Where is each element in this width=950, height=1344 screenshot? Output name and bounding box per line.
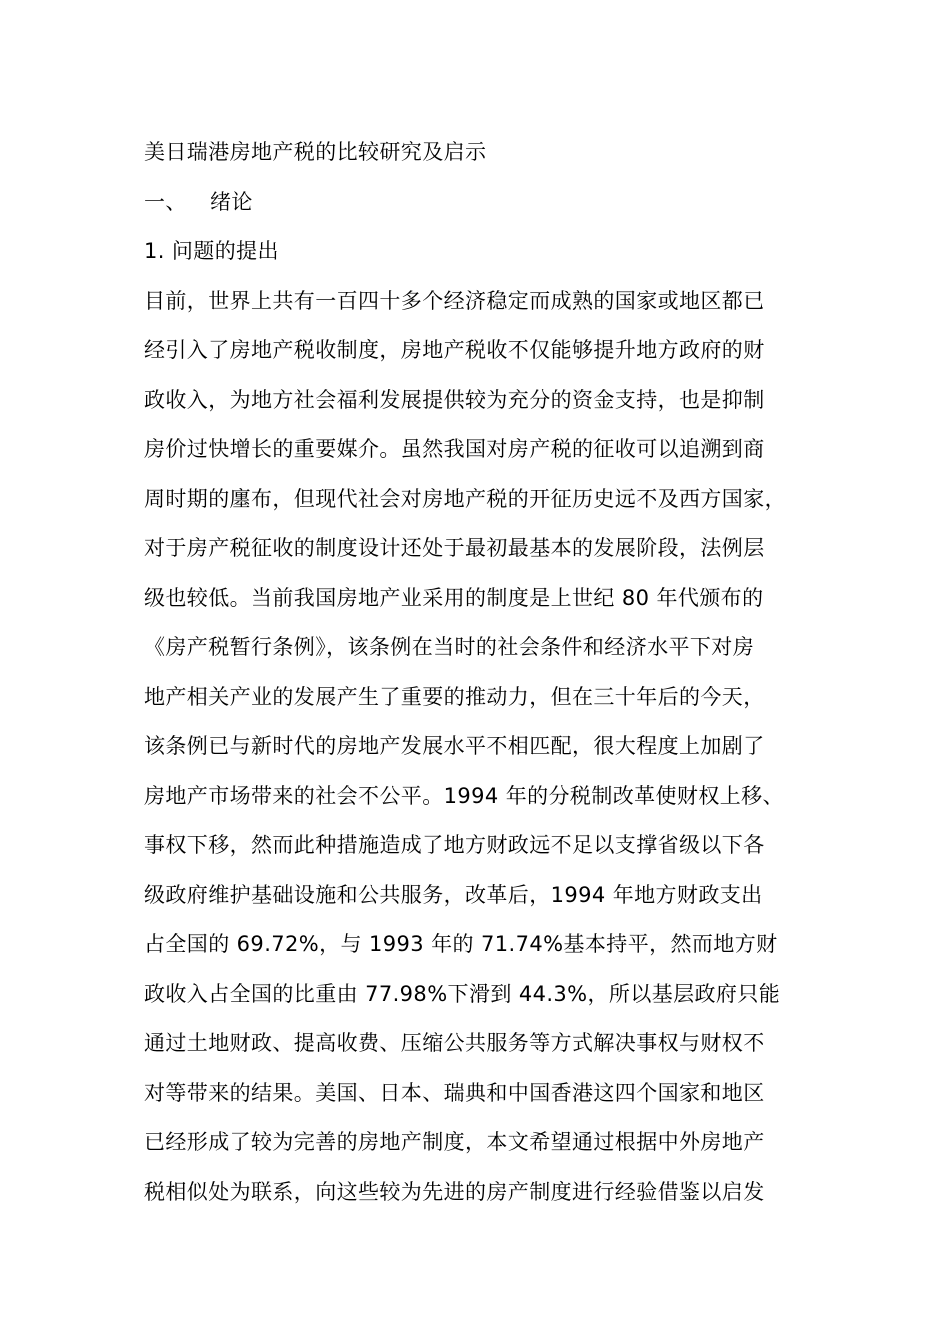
body-line: 该条例已与新时代的房地产发展水平不相匹配，很大程度上加剧了 — [144, 734, 765, 758]
subsection-heading: 1. 问题的提出 — [144, 239, 279, 263]
body-line: 级政府维护基础设施和公共服务，改革后，1994 年地方财政支出 — [144, 882, 763, 907]
body-line: 房价过快增长的重要媒介。虽然我国对房产税的征收可以追溯到商 — [144, 437, 765, 461]
section-heading — [144, 178, 824, 228]
body-line: 房地产市场带来的社会不公平。1994 年的分税制改革使财权上移、 — [144, 783, 784, 808]
body-line: 通过土地财政、提高收费、压缩公共服务等方式解决事权与财权不 — [144, 1031, 765, 1055]
body-line: 事权下移，然而此种措施造成了地方财政远不足以支撑省级以下各 — [144, 833, 765, 857]
body-line: 周时期的廛布，但现代社会对房地产税的开征历史远不及西方国家， — [144, 486, 786, 511]
body-line: 占全国的 69.72%，与 1993 年的 71.74%基本持平，然而地方财 — [144, 932, 778, 956]
body-line: 目前，世界上共有一百四十多个经济稳定而成熟的国家或地区都已 — [144, 288, 765, 313]
body-line: 税相似处为联系，向这些较为先进的房产制度进行经验借鉴以启发 — [144, 1179, 765, 1204]
body-line: 政收入，为地方社会福利发展提供较为充分的资金支持，也是抑制 — [144, 387, 765, 412]
body-line: 政收入占全国的比重由 77.98%下滑到 44.3%，所以基层政府只能 — [144, 981, 781, 1006]
body-line: 对于房产税征收的制度设计还处于最初最基本的发展阶段，法例层 — [144, 536, 765, 560]
document-content — [144, 128, 824, 1217]
body-line: 对等带来的结果。美国、日本、瑞典和中国香港这四个国家和地区 — [144, 1080, 765, 1105]
section-label: 绪论 — [210, 189, 253, 214]
body-line: 级也较低。当前我国房地产业采用的制度是上世纪 80 年代颁布的 — [144, 585, 764, 610]
body-line: 地产相关产业的发展产生了重要的推动力，但在三十年后的今天， — [144, 684, 765, 709]
section-number: 一、 — [144, 189, 187, 214]
body-line: 已经形成了较为完善的房地产制度，本文希望通过根据中外房地产 — [144, 1130, 765, 1154]
document-title: 美日瑞港房地产税的比较研究及启示 — [144, 140, 487, 164]
body-line: 《房产税暂行条例》，该条例在当时的社会条件和经济水平下对房 — [144, 635, 755, 659]
body-line: 经引入了房地产税收制度，房地产税收不仅能够提升地方政府的财 — [144, 338, 765, 362]
